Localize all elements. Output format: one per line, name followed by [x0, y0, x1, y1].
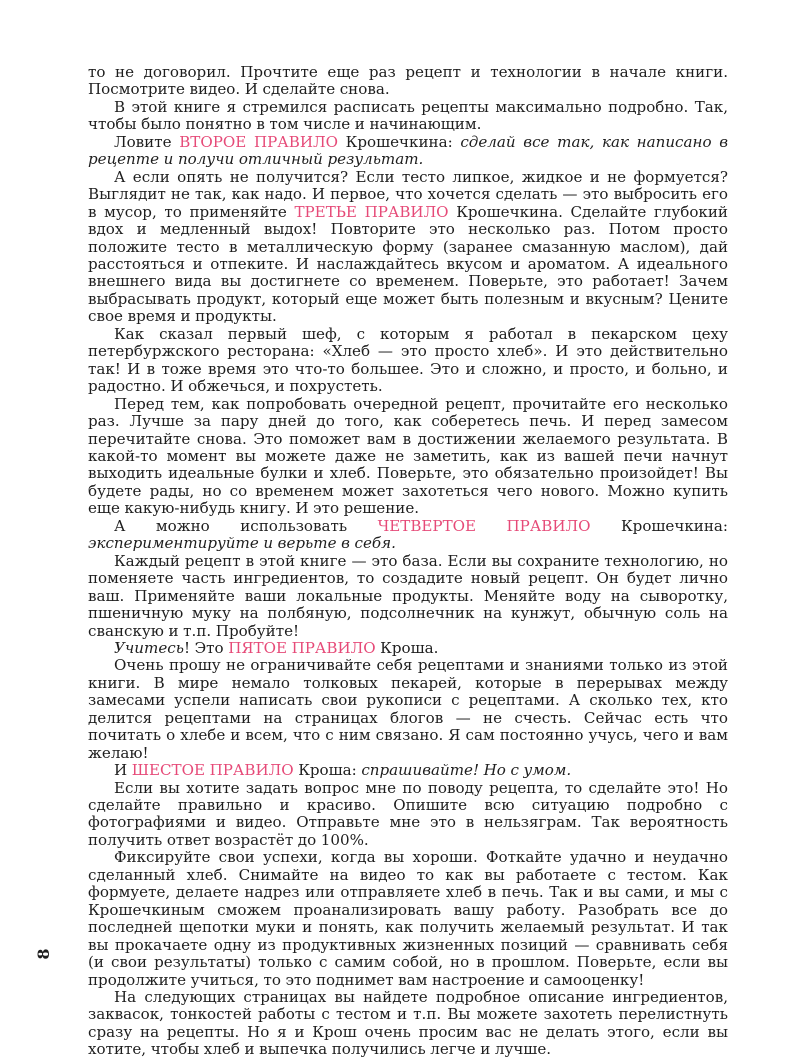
paragraph-4-text-2: Крошечкина. Сделайте глубокий вдох и медленный выдох! Повторите это несколько раз. Потом просто положите тесто в металлическую форму (заранее смазанную маслом), дай расстояться и отпеките. И наслаждайтесь вкусом и ароматом. А идеального внешнего вида вы достигнете со временем. Поверьте, это работает! Зачем выбрасывать продукт, который еще может быть полезным и вкусным? Цените свое время и продукты. [88, 202, 728, 326]
fourth-rule-text: экспериментируйте и верьте в себя. [88, 534, 396, 553]
paragraph-11-text-2: Кроша: [293, 761, 362, 780]
fifth-rule-text: Учитесь [114, 638, 184, 657]
paragraph-7-text: А можно использовать [114, 516, 378, 535]
paragraph-9-text-2: Кроша. [375, 638, 439, 657]
paragraph-4 [88, 169, 728, 326]
paragraph-4-text: А если опять не получится? Если тесто липкое, жидкое и не формуется? Выглядит не так, как надо. И первое, что хочется сделать — это выбросить его в мусор, то применяйте [88, 167, 728, 221]
paragraph-12: Если вы хотите задать вопрос мне по поводу рецепта, то сделайте это! Но сделайте правильно и красиво. Опишите всю ситуацию подробно с фотографиями и видео. Отправьте мне это в нельзяграм. Так вероятность получить ответ возрастёт до 100%. [88, 778, 728, 849]
sixth-rule-highlight: ШЕСТОЕ ПРАВИЛО [131, 761, 294, 780]
paragraph-14: На следующих страницах вы найдете подробное описание ингредиентов, заквасок, тонкостей работы с тестом и т.п. Вы можете захотеть перелистнуть сразу на рецепты. Но я и Крош очень просим вас не делать этого, если вы хотите, чтобы хлеб и выпечка получились легче и лучше. [88, 988, 728, 1059]
sixth-rule-text: спрашивайте! Но с умом. [361, 761, 572, 780]
page-body [88, 64, 728, 1059]
third-rule-highlight: ТРЕТЬЕ ПРАВИЛО [294, 202, 449, 221]
paragraph-7-text-2: Крошечкина: [590, 516, 728, 535]
paragraph-3 [88, 134, 728, 169]
paragraph-5: Как сказал первый шеф, с которым я работал в пекарском цеху петербуржского ресторана: «Хлеб — это просто хлеб». И это действительно так! И в тоже время это что-то большее. Это и сложно, и просто, и больно, и радостно. И обжечься, и похрустеть. [88, 324, 728, 396]
paragraph-9-text: ! Это [183, 638, 229, 657]
paragraph-3-text: Ловите [114, 132, 180, 151]
second-rule-text: сделай все так, как написано в рецепте и получи отличный результат. [88, 132, 729, 169]
paragraph-8: Каждый рецепт в этой книге — это база. Если вы сохраните технологию, но поменяете часть ингредиентов, то создадите новый рецепт. Он будет лично ваш. Применяйте ваши локальные продукты. Меняйте воду на сыворотку, пшеничную муку на полбяную, подсолнечник на кунжут, обычную соль на сванскую и т.п. Пробуйте! [88, 551, 728, 640]
paragraph-7 [88, 518, 728, 553]
fifth-rule-highlight: ПЯТОЕ ПРАВИЛО [228, 638, 376, 657]
second-rule-highlight: ВТОРОЕ ПРАВИЛО [179, 132, 338, 151]
paragraph-11-text: И [114, 761, 132, 780]
paragraph-11 [88, 762, 728, 779]
paragraph-3-text-2: Крошечкина: [337, 132, 461, 151]
paragraph-1: то не договорил. Прочтите еще раз рецепт и технологии в начале книги. Посмотрите видео. И сделайте снова. [88, 63, 728, 99]
page-number: 8 [34, 948, 53, 960]
paragraph-13: Фиксируйте свои успехи, когда вы хороши. Фоткайте удачно и неудачно сделанный хлеб. Снимайте на видео то как вы работаете с тестом. Как формуете, делаете надрез или отправляете хлеб в печь. Так и вы сами, и мы с Крошечкиным сможем проанализировать вашу работу. Разобрать все до последней щепотки муки и понять, как получить желаемый результат. И так вы прокачаете одну из продуктивных жизненных позиций — сравнивать себя (и свои результаты) только с самим собой, но в прошлом. Поверьте, если вы продолжите учиться, то это поднимет вам настроение и самооценку! [88, 848, 728, 989]
paragraph-6: Перед тем, как попробовать очередной рецепт, прочитайте его несколько раз. Лучше за пару дней до того, как соберетесь печь. И перед замесом перечитайте снова. Это поможет вам в достижении желаемого результата. В какой-то момент вы можете даже не заметить, как из вашей печи начнут выходить идеальные булки и хлеб. Поверьте, это обязательно произойдет! Вы будете рады, но со временем может захотеться чего нового. Можно купить еще какую-нибудь книгу. И это решение. [88, 394, 728, 518]
fourth-rule-highlight: ЧЕТВЕРТОЕ ПРАВИЛО [377, 516, 591, 535]
paragraph-10: Очень прошу не ограничивайте себя рецептами и знаниями только из этой книги. В мире немало толковых пекарей, которые в перерывах между замесами успели написать свои рукописи с рецептами. А сколько тех, кто делится рецептами на страницах блогов — не счесть. Сейчас есть что почитать о хлебе и всем, что с ним связано. Я сам постоянно учусь, чего и вам желаю! [88, 656, 728, 762]
paragraph-2: В этой книге я стремился расписать рецепты максимально подробно. Так, чтобы было понятно в том числе и начинающим. [88, 97, 728, 134]
paragraph-9 [88, 640, 728, 657]
